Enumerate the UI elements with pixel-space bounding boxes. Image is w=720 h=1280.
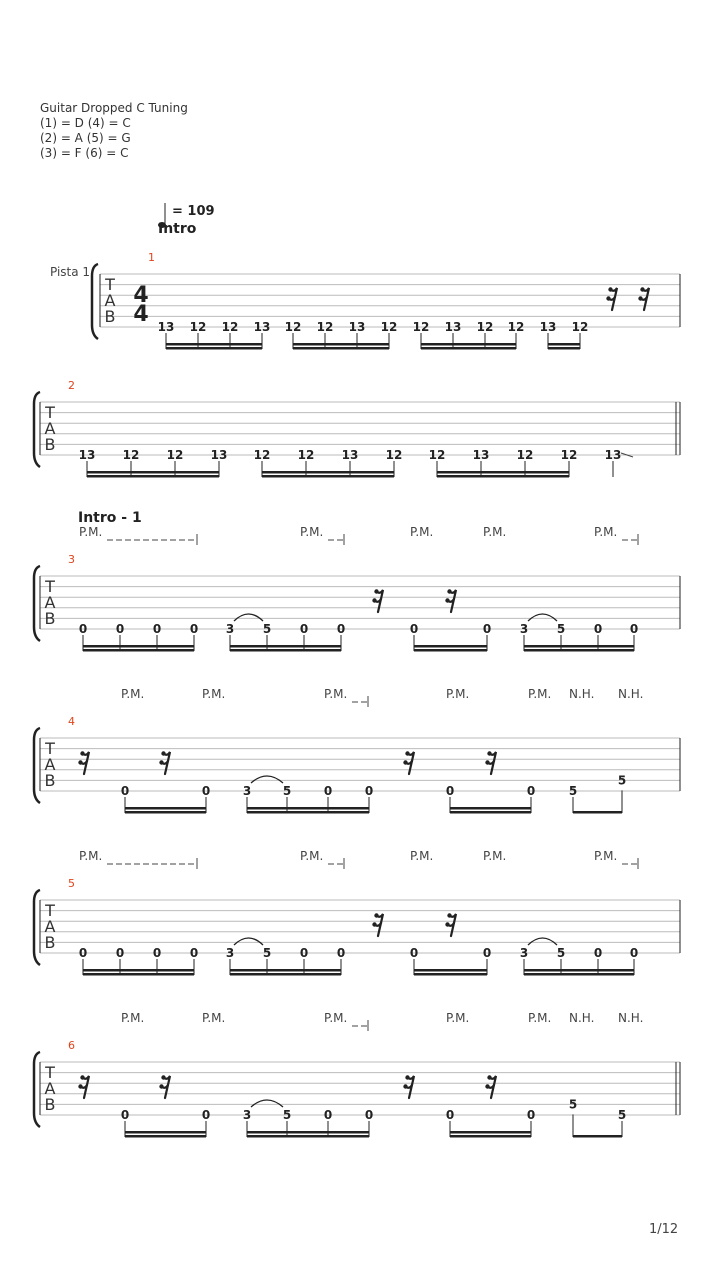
palm-mute-label: P.M. (324, 1011, 348, 1025)
palm-mute-label: P.M. (594, 525, 618, 539)
palm-mute-label: P.M. (121, 1011, 145, 1025)
fret-number: 0 (152, 946, 162, 960)
natural-harmonic-label: N.H. (569, 687, 595, 701)
fret-number: 0 (445, 784, 455, 798)
fret-number: 12 (189, 320, 207, 334)
fret-number: 13 (210, 448, 228, 462)
fret-number: 5 (568, 784, 578, 798)
fret-number: 3 (225, 946, 235, 960)
rest-dot (159, 1084, 163, 1088)
beam (293, 347, 389, 350)
fret-number: 13 (444, 320, 462, 334)
measure-number: 1 (148, 251, 155, 264)
fret-number: 0 (364, 784, 374, 798)
fret-number: 5 (617, 1108, 627, 1122)
rest-dot (159, 760, 163, 764)
rest-dot (374, 589, 378, 593)
beam (524, 645, 634, 648)
system-bracket (34, 728, 40, 803)
fret-number: 12 (122, 448, 140, 462)
beam (573, 811, 622, 814)
fret-number: 12 (284, 320, 302, 334)
clef-letter: B (44, 933, 56, 952)
rest-dot (161, 751, 165, 755)
system-bracket (34, 890, 40, 965)
measure-number: 2 (68, 379, 75, 392)
clef-letter: T (45, 1063, 55, 1082)
beam (247, 1131, 369, 1134)
clef-letter: T (105, 275, 115, 294)
fret-number: 0 (299, 946, 309, 960)
time-signature-bottom: 4 (133, 302, 149, 327)
fret-number: 13 (78, 448, 96, 462)
beam (293, 343, 389, 346)
measure-number: 5 (68, 877, 75, 890)
fret-number: 12 (380, 320, 398, 334)
rest-dot (405, 751, 409, 755)
time-signature-top: 4 (133, 283, 149, 308)
fret-number: 3 (519, 622, 529, 636)
fret-number: 0 (323, 1108, 333, 1122)
palm-mute-label: P.M. (79, 525, 103, 539)
beam (166, 347, 262, 350)
fret-number: 0 (482, 622, 492, 636)
fret-number: 5 (568, 1097, 578, 1112)
fret-number: 0 (526, 784, 536, 798)
fret-number: 13 (348, 320, 366, 334)
natural-harmonic-label: N.H. (618, 1011, 644, 1025)
beam (414, 973, 487, 976)
rest-dot (405, 1075, 409, 1079)
rest-dot (80, 1075, 84, 1079)
fret-number: 12 (316, 320, 334, 334)
slur (251, 1100, 283, 1107)
fret-number: 12 (476, 320, 494, 334)
beam (421, 343, 516, 346)
tempo-value: = 109 (172, 204, 215, 219)
beam (247, 811, 369, 814)
palm-mute-label: P.M. (300, 525, 324, 539)
fret-number: 0 (409, 946, 419, 960)
fret-number: 0 (189, 946, 199, 960)
fret-number: 0 (120, 784, 130, 798)
fret-number: 12 (516, 448, 534, 462)
beam (166, 343, 262, 346)
rest-dot (485, 1084, 489, 1088)
beam (524, 649, 634, 652)
palm-mute-label: P.M. (446, 1011, 470, 1025)
fret-number: 12 (412, 320, 430, 334)
rest-dot (447, 589, 451, 593)
palm-mute-label: P.M. (202, 687, 226, 701)
fret-number: 13 (341, 448, 359, 462)
clef-letter: A (44, 755, 56, 774)
fret-number: 0 (364, 1108, 374, 1122)
clef-letter: B (104, 307, 116, 326)
fret-number: 0 (323, 784, 333, 798)
beam (524, 969, 634, 972)
fret-number: 3 (242, 784, 252, 798)
clef-letter: B (44, 609, 56, 628)
fret-number: 0 (629, 946, 639, 960)
fret-number: 12 (166, 448, 184, 462)
fret-number: 0 (115, 946, 125, 960)
fret-number: 0 (445, 1108, 455, 1122)
slur (251, 776, 283, 783)
fret-number: 12 (297, 448, 315, 462)
fret-number: 13 (253, 320, 271, 334)
clef-letter: T (45, 739, 55, 758)
rest-dot (78, 760, 82, 764)
fret-number: 3 (225, 622, 235, 636)
rest-dot (403, 760, 407, 764)
system-bracket (34, 392, 40, 467)
clef-letter: A (44, 419, 56, 438)
fret-number: 13 (604, 448, 622, 462)
beam (83, 969, 194, 972)
fret-number: 5 (617, 773, 627, 788)
system-bracket (92, 264, 98, 339)
fret-number: 0 (152, 622, 162, 636)
beam (87, 475, 219, 478)
clef-letter: A (44, 917, 56, 936)
fret-number: 12 (221, 320, 239, 334)
instrument-title: Guitar Dropped C Tuning (40, 101, 188, 115)
rest-dot (487, 1075, 491, 1079)
palm-mute-label: P.M. (483, 849, 507, 863)
beam (573, 1135, 622, 1138)
tuning-line: (2) = A (5) = G (40, 131, 131, 145)
fret-number: 5 (282, 784, 292, 798)
fret-number: 0 (336, 946, 346, 960)
beam (230, 645, 341, 648)
fret-number: 3 (519, 946, 529, 960)
tuning-line: (3) = F (6) = C (40, 146, 129, 160)
rest-dot (485, 760, 489, 764)
fret-number: 5 (262, 622, 272, 636)
palm-mute-label: P.M. (483, 525, 507, 539)
beam (83, 973, 194, 976)
fret-number: 0 (189, 622, 199, 636)
clef-letter: T (45, 577, 55, 596)
beam (87, 471, 219, 474)
beam (262, 475, 394, 478)
fret-number: 0 (409, 622, 419, 636)
fret-number: 12 (507, 320, 525, 334)
palm-mute-label: P.M. (324, 687, 348, 701)
beam (125, 811, 206, 814)
fret-number: 5 (262, 946, 272, 960)
beam (450, 807, 531, 810)
fret-number: 0 (336, 622, 346, 636)
fret-number: 0 (482, 946, 492, 960)
clef-letter: B (44, 1095, 56, 1114)
beam (83, 645, 194, 648)
beam (262, 471, 394, 474)
rest-dot (640, 287, 644, 291)
fret-number: 13 (539, 320, 557, 334)
beam (247, 1135, 369, 1138)
beam (524, 973, 634, 976)
clef-letter: A (44, 1079, 56, 1098)
palm-mute-label: P.M. (410, 849, 434, 863)
beam (230, 973, 341, 976)
fret-number: 13 (157, 320, 175, 334)
beam (230, 969, 341, 972)
beam (83, 649, 194, 652)
beam (125, 807, 206, 810)
fret-number: 0 (629, 622, 639, 636)
fret-number: 12 (571, 320, 589, 334)
fret-number: 0 (78, 622, 88, 636)
palm-mute-label: P.M. (594, 849, 618, 863)
rest-dot (161, 1075, 165, 1079)
fret-number: 0 (593, 946, 603, 960)
rest-dot (80, 751, 84, 755)
fret-number: 5 (556, 946, 566, 960)
fret-number: 12 (428, 448, 446, 462)
track-label: Pista 1 (50, 265, 91, 279)
fret-number: 0 (201, 1108, 211, 1122)
rest-dot (447, 913, 451, 917)
fret-number: 12 (385, 448, 403, 462)
system-bracket (34, 566, 40, 641)
palm-mute-label: P.M. (121, 687, 145, 701)
fret-number: 0 (78, 946, 88, 960)
beam (230, 649, 341, 652)
beam (548, 347, 580, 350)
section-label: Intro - 1 (78, 510, 142, 526)
beam (125, 1131, 206, 1134)
palm-mute-label: P.M. (300, 849, 324, 863)
fret-number: 13 (472, 448, 490, 462)
fret-number: 12 (253, 448, 271, 462)
fret-number: 12 (560, 448, 578, 462)
tuning-line: (1) = D (4) = C (40, 116, 131, 130)
rest-dot (372, 922, 376, 926)
system-bracket (34, 1052, 40, 1127)
palm-mute-label: P.M. (410, 525, 434, 539)
fret-number: 0 (115, 622, 125, 636)
beam (437, 471, 569, 474)
clef-letter: T (45, 403, 55, 422)
rest-dot (638, 296, 642, 300)
clef-letter: B (44, 435, 56, 454)
rest-dot (372, 598, 376, 602)
beam (437, 475, 569, 478)
beam (450, 811, 531, 814)
beam (421, 347, 516, 350)
natural-harmonic-label: N.H. (569, 1011, 595, 1025)
clef-letter: A (44, 593, 56, 612)
section-label: Intro (158, 221, 197, 237)
fret-number: 5 (556, 622, 566, 636)
beam (450, 1131, 531, 1134)
measure-number: 6 (68, 1039, 75, 1052)
measure-number: 3 (68, 553, 75, 566)
fret-number: 0 (201, 784, 211, 798)
rest-dot (403, 1084, 407, 1088)
slur (528, 938, 557, 945)
clef-letter: B (44, 771, 56, 790)
fret-number: 0 (593, 622, 603, 636)
slur (234, 938, 263, 945)
beam (247, 807, 369, 810)
fret-number: 0 (526, 1108, 536, 1122)
rest-dot (445, 598, 449, 602)
palm-mute-label: P.M. (528, 1011, 552, 1025)
clef-letter: A (104, 291, 116, 310)
beam (450, 1135, 531, 1138)
beam (548, 343, 580, 346)
palm-mute-label: P.M. (79, 849, 103, 863)
rest-dot (487, 751, 491, 755)
rest-dot (445, 922, 449, 926)
slur (528, 614, 557, 621)
beam (414, 969, 487, 972)
natural-harmonic-label: N.H. (618, 687, 644, 701)
palm-mute-label: P.M. (202, 1011, 226, 1025)
palm-mute-label: P.M. (446, 687, 470, 701)
beam (414, 649, 487, 652)
rest-dot (606, 296, 610, 300)
fret-number: 5 (282, 1108, 292, 1122)
measure-number: 4 (68, 715, 75, 728)
palm-mute-label: P.M. (528, 687, 552, 701)
slur (234, 614, 263, 621)
rest-dot (608, 287, 612, 291)
fret-number: 3 (242, 1108, 252, 1122)
beam (414, 645, 487, 648)
page-number: 1/12 (649, 1222, 679, 1237)
beam (125, 1135, 206, 1138)
rest-dot (374, 913, 378, 917)
fret-number: 0 (299, 622, 309, 636)
clef-letter: T (45, 901, 55, 920)
fret-number: 0 (120, 1108, 130, 1122)
rest-dot (78, 1084, 82, 1088)
